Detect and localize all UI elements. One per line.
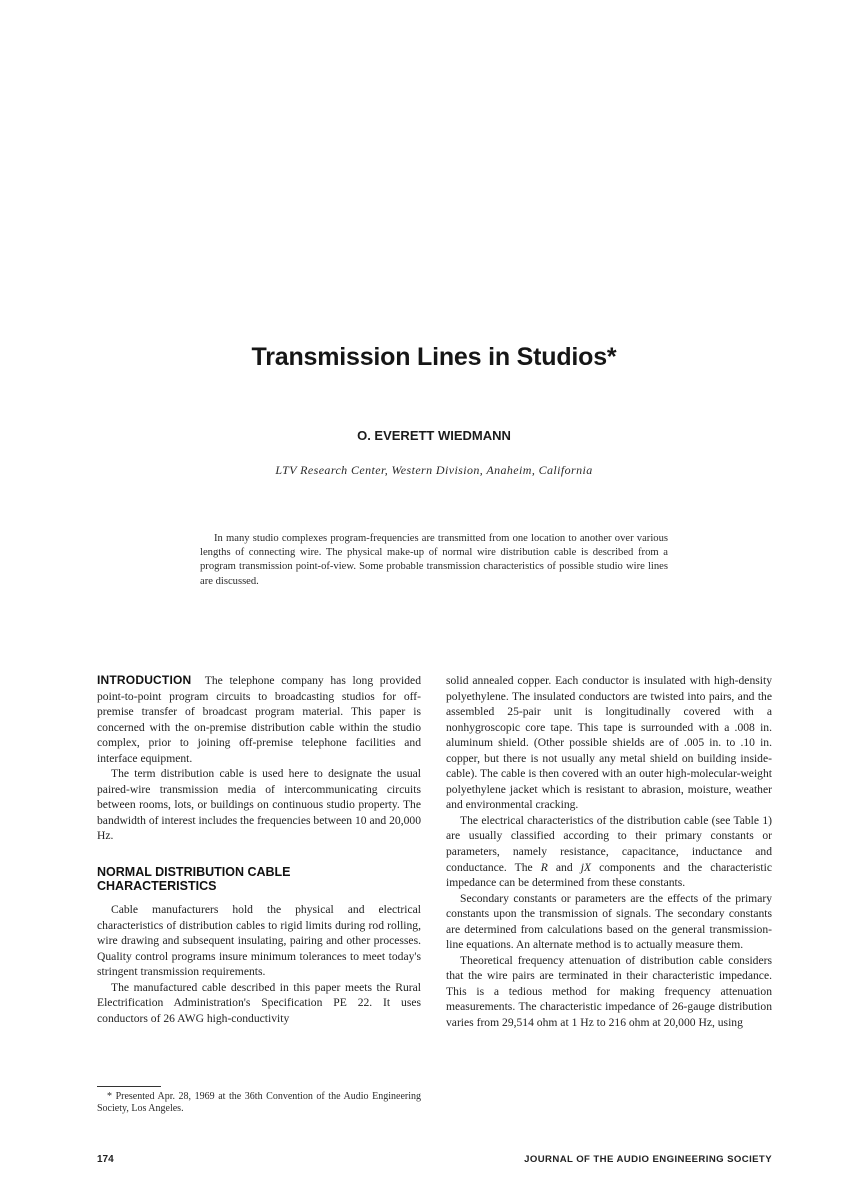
section-paragraph-2: The manufactured cable described in this paper meets the Rural Electrification Administration's Specification PE 22. It uses conductors of 26 AWG high-conductivity	[97, 980, 421, 1025]
section-heading-line-1: NORMAL DISTRIBUTION CABLE	[97, 865, 291, 880]
col2-paragraph-2	[446, 813, 772, 891]
section-paragraph-1: Cable manufacturers hold the physical and electrical characteristics of distribution cables to rigid limits during rod rolling, wire drawing and subsequent insulating, pairing and other processes. Quality control programs insure minimum tolerances to meet today's stringent transmission requirements.	[97, 903, 421, 979]
section-heading	[97, 865, 421, 893]
symbol-jx: jX	[580, 860, 592, 874]
col2-paragraph-2-b: and	[547, 860, 581, 874]
intro-paragraph-1	[97, 673, 421, 766]
symbol-r: R	[540, 860, 548, 874]
footnote: * Presented Apr. 28, 1969 at the 36th Convention of the Audio Engineering Society, Los Angeles.	[97, 1091, 421, 1114]
right-column	[446, 673, 772, 1031]
section-heading-line-2: CHARACTERISTICS	[97, 879, 217, 894]
paper-title: Transmission Lines in Studios*	[251, 343, 617, 371]
col2-paragraph-3: Secondary constants or parameters are the effects of the primary constants upon the transmission of signals. The secondary constants are determined from calculations based on the general transmission-line equations. An alternate method is to actually measure them.	[446, 891, 772, 952]
left-column	[97, 673, 421, 1026]
page-number: 174	[97, 1154, 114, 1165]
journal-name: JOURNAL OF THE AUDIO ENGINEERING SOCIETY	[524, 1154, 772, 1165]
footnote-rule	[97, 1086, 161, 1087]
abstract: In many studio complexes program-frequencies are transmitted from one location to another over various lengths of connecting wire. The physical make-up of normal wire distribution cable is described from a program transmission point-of-view. Some probable transmission characteristics of possible studio wire lines are discussed.	[200, 533, 668, 587]
col2-paragraph-1: solid annealed copper. Each conductor is insulated with high-density polyethylene. The insulated conductors are twisted into pairs, and the assembled 25-pair unit is longitudinally covered with a nonhygroscopic core tape. This tape is surrounded with a .008 in. aluminum shield. (Other possible shields are of .005 in. to .10 in. copper, but there is not usually any metal shield on building inside-cable). The cable is then covered with an outer high-molecular-weight polyethylene jacket which is resistant to abrasion, moisture, weather and environmental cracking.	[446, 674, 772, 812]
author-name: O. EVERETT WIEDMANN	[357, 428, 511, 443]
intro-paragraph-1-text: The telephone company has long provided point-to-point program circuits to broadcasting studios for off-premise transfer of broadcast program material. This paper is concerned with the on-premise distribution cable within the studio complex, prior to joining off-premise telephone facilities and interface equipment.	[97, 674, 421, 765]
col2-paragraph-4: Theoretical frequency attenuation of distribution cable considers that the wire pairs are terminated in their characteristic impedance. This is a tedious method for making frequency attenuation measurements. The characteristic impedance of 26-gauge distribution varies from 29,514 ohm at 1 Hz to 216 ohm at 20,000 Hz, using	[446, 953, 772, 1030]
col2-paragraph-2-a: The electrical characteristics of the distribution cable (see Table 1) are usually classified according to their primary constants or parameters, namely resistance, capacitance, inductance and conductance. The	[446, 813, 772, 874]
introduction-heading: INTRODUCTION	[97, 673, 192, 687]
intro-paragraph-2: The term distribution cable is used here to designate the usual paired-wire transmission media of intercommunicating circuits between rooms, lots, or buildings on continuous studio property. The bandwidth of interest includes the frequencies between 10 and 20,000 Hz.	[97, 767, 421, 843]
col2-paragraph-2-c: components and the characteristic impedance can be determined from these constants.	[446, 860, 772, 890]
author-affiliation: LTV Research Center, Western Division, Anaheim, California	[275, 463, 593, 477]
